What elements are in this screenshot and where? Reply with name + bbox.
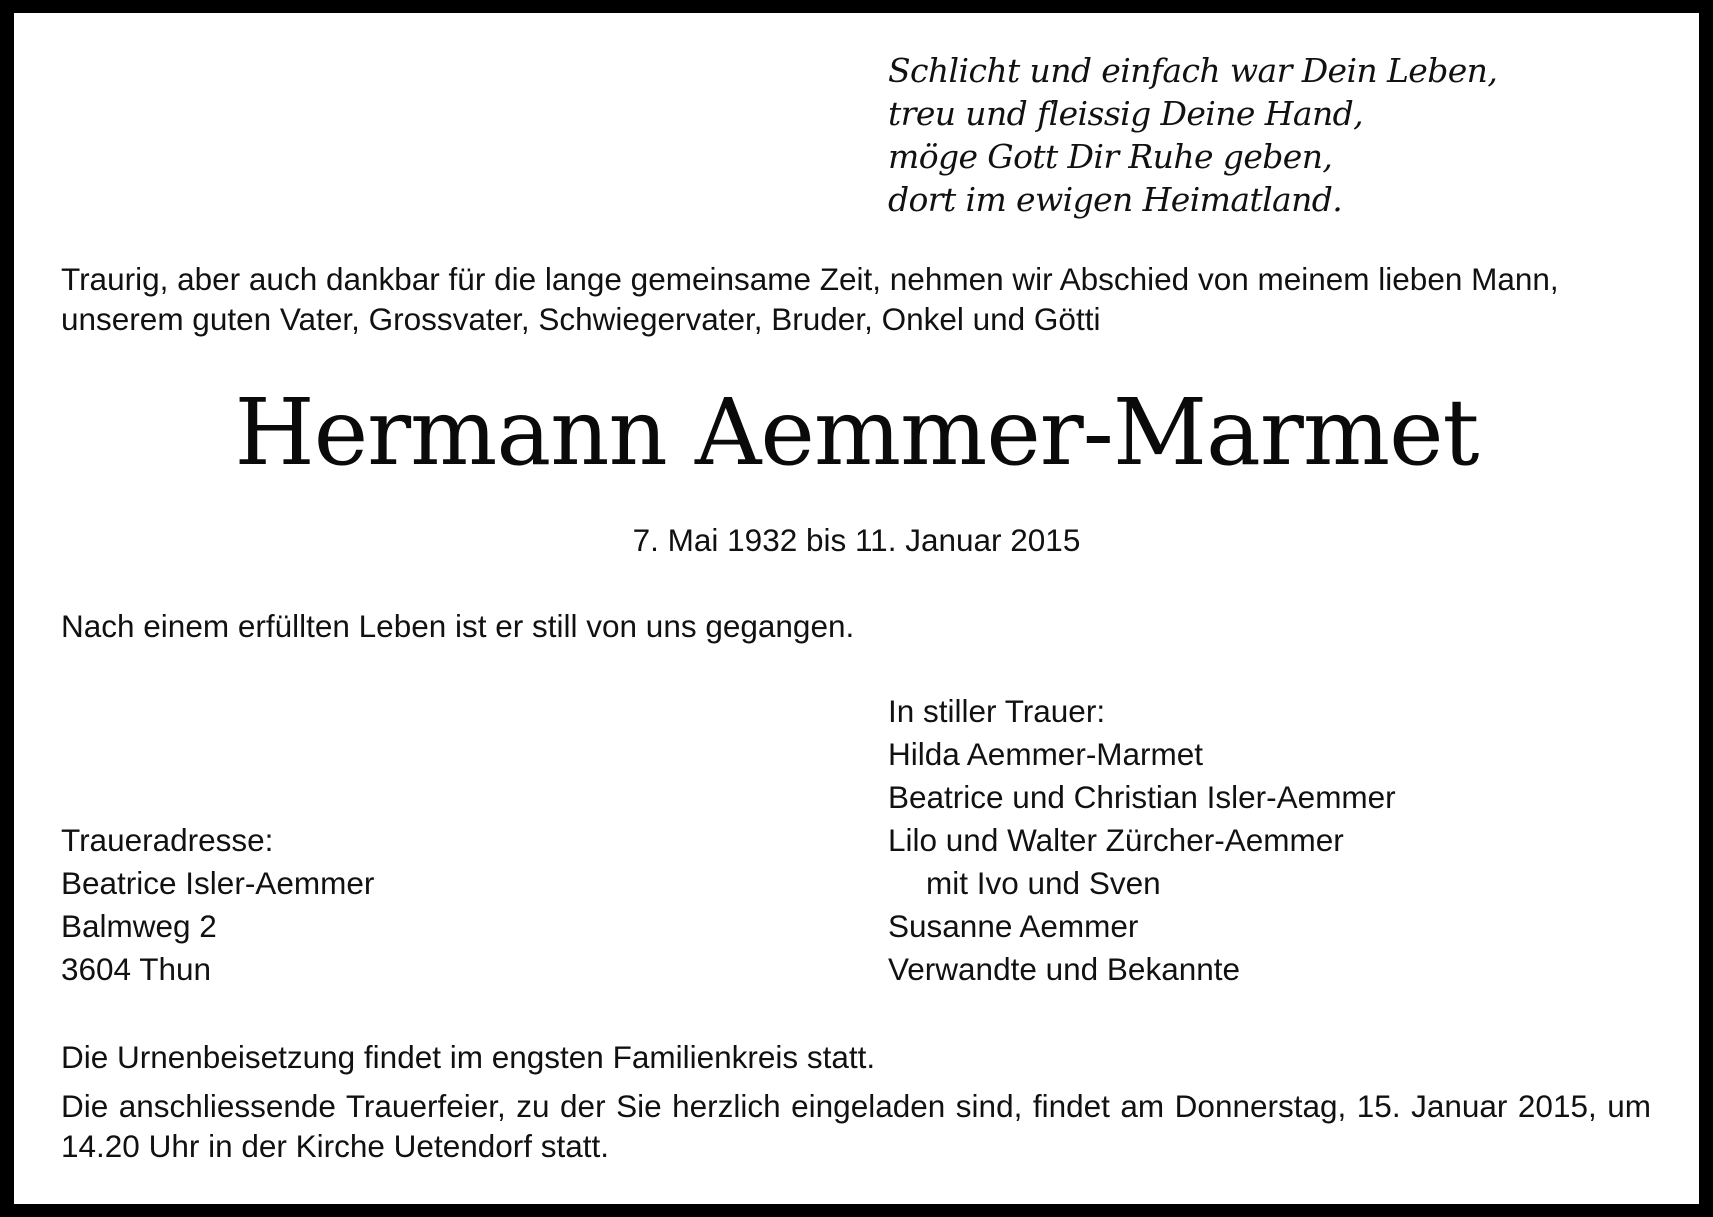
verse-line: dort im ewigen Heimatland. bbox=[888, 180, 1343, 219]
intro-line-1: Traurig, aber auch dankbar für die lange gemeinsame Zeit, nehmen wir Abschied von meinem lieben Mann, bbox=[61, 261, 1559, 297]
verse-line: treu und fleissig Deine Hand, bbox=[888, 94, 1364, 133]
intro-line-2: unserem guten Vater, Grossvater, Schwiegervater, Bruder, Onkel und Götti bbox=[61, 301, 1101, 337]
urn-burial-notice: Die Urnenbeisetzung findet im engsten Familienkreis statt. bbox=[61, 1039, 876, 1075]
address-name: Beatrice Isler-Aemmer bbox=[61, 865, 375, 901]
deceased-name: Hermann Aemmer-Marmet bbox=[234, 379, 1479, 486]
mourner-name: Hilda Aemmer-Marmet bbox=[888, 736, 1204, 772]
mourner-name: Susanne Aemmer bbox=[888, 908, 1139, 944]
life-dates: 7. Mai 1932 bis 11. Januar 2015 bbox=[632, 522, 1081, 558]
passing-statement: Nach einem erfüllten Leben ist er still von uns gegangen. bbox=[61, 608, 855, 644]
funeral-ceremony-notice: Die anschliessende Trauerfeier, zu der Sie herzlich eingeladen sind, findet am Donnerstag, 15. Januar 2015, um 14.20 Uhr in der Kirche Uetendorf statt. bbox=[61, 1088, 1651, 1164]
address-heading: Traueradresse: bbox=[61, 822, 274, 858]
mourning-address bbox=[61, 819, 374, 991]
mourner-name: mit Ivo und Sven bbox=[926, 865, 1161, 901]
intro-paragraph bbox=[61, 259, 1559, 339]
mourner-name: Lilo und Walter Zürcher-Aemmer bbox=[888, 822, 1344, 858]
verse-line: möge Gott Dir Ruhe geben, bbox=[888, 137, 1333, 176]
mourner-name: Beatrice und Christian Isler-Aemmer bbox=[888, 779, 1396, 815]
mourners-list bbox=[888, 690, 1396, 991]
address-street: Balmweg 2 bbox=[61, 908, 217, 944]
obituary-card bbox=[14, 13, 1699, 1204]
memorial-verse bbox=[888, 49, 1497, 221]
mourner-name: Verwandte und Bekannte bbox=[888, 951, 1241, 987]
verse-line: Schlicht und einfach war Dein Leben, bbox=[888, 51, 1498, 90]
address-city: 3604 Thun bbox=[61, 951, 212, 987]
mourners-heading: In stiller Trauer: bbox=[888, 693, 1106, 729]
